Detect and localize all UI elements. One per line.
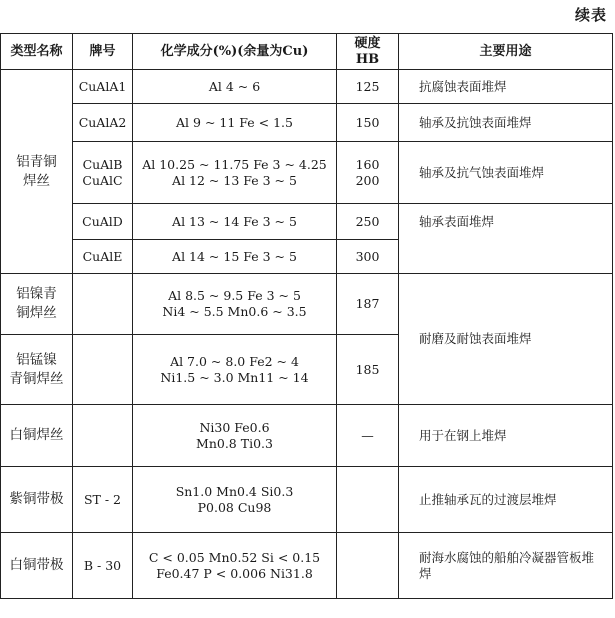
composition-line: Sn1.0 Mn0.4 Si0.3: [175, 483, 294, 499]
grade-cell: CuAlA2: [73, 104, 133, 142]
continued-label: 续表: [574, 6, 607, 24]
composition-line: Ni4 ~ 5.5 Mn0.6 ~ 3.5: [162, 304, 307, 319]
use-cell: 轴承及抗气蚀表面堆焊: [399, 142, 613, 204]
hardness-cell: 125: [337, 70, 399, 104]
hardness-cell: 187: [337, 274, 399, 335]
hardness-cell: 250: [337, 204, 399, 240]
composition-line: Al 8.5 ~ 9.5 Fe 3 ~ 5: [168, 288, 301, 303]
hardness-cell: —: [337, 405, 399, 467]
grade-cell: CuAlE: [73, 240, 133, 274]
composition-cell: [133, 467, 337, 533]
grade-cell: [73, 405, 133, 467]
composition-line: Al 12 ~ 13 Fe 3 ~ 5: [172, 172, 297, 188]
composition-line: Ni30 Fe0.6: [199, 419, 270, 435]
composition-line: P0.08 Cu98: [197, 499, 272, 515]
use-cell: 轴承表面堆焊: [399, 204, 613, 274]
type-line: 铝镍青: [16, 286, 57, 302]
grade-line: CuAlC: [82, 172, 123, 188]
header-hardness-line2: HB: [355, 51, 380, 67]
use-cell: 耐磨及耐蚀表面堆焊: [399, 274, 613, 405]
composition-cell: Al 9 ~ 11 Fe < 1.5: [133, 104, 337, 142]
table-row: [1, 405, 613, 467]
composition-line: Mn0.8 Ti0.3: [196, 435, 273, 451]
hardness-cell: 185: [337, 335, 399, 405]
hardness-line: 200: [355, 172, 380, 188]
type-line: 焊丝: [23, 172, 50, 189]
type-alni-bronze-wire: [1, 274, 73, 335]
header-row: [1, 34, 613, 70]
composition-cell: [133, 142, 337, 204]
table-row: [1, 467, 613, 533]
hardness-cell: 150: [337, 104, 399, 142]
type-line: 青铜焊丝: [9, 370, 64, 387]
type-white-copper-strip: 白铜带极: [1, 533, 73, 599]
composition-cell: Al 13 ~ 14 Fe 3 ~ 5: [133, 204, 337, 240]
hardness-cell: [337, 467, 399, 533]
grade-cell: [73, 335, 133, 405]
table-row: [1, 533, 613, 599]
composition-line: Al 7.0 ~ 8.0 Fe2 ~ 4: [170, 353, 299, 369]
composition-line: Fe0.47 P < 0.006 Ni31.8: [156, 565, 313, 581]
use-cell: 轴承及抗蚀表面堆焊: [399, 104, 613, 142]
composition-cell: [133, 335, 337, 405]
hardness-cell: 300: [337, 240, 399, 274]
grade-cell: [73, 274, 133, 335]
hardness-line: 160: [355, 156, 380, 172]
type-red-copper-strip: 紫铜带极: [1, 467, 73, 533]
hardness-cell: [337, 142, 399, 204]
grade-cell: B - 30: [73, 533, 133, 599]
grade-cell: CuAlA1: [73, 70, 133, 104]
header-hardness-line1: 硬度: [354, 35, 381, 51]
hardness-cell: [337, 533, 399, 599]
composition-cell: [133, 405, 337, 467]
header-composition: 化学成分(%)(余量为Cu): [133, 34, 337, 70]
type-white-copper-wire: 白铜焊丝: [1, 405, 73, 467]
composition-cell: [133, 274, 337, 335]
table-row: [1, 204, 613, 240]
type-line: 铜焊丝: [16, 305, 57, 321]
header-grade: 牌号: [73, 34, 133, 70]
grade-cell: [73, 142, 133, 204]
table-row: [1, 142, 613, 204]
composition-cell: Al 4 ~ 6: [133, 70, 337, 104]
type-line: 铝青铜: [16, 153, 57, 170]
table-row: [1, 104, 613, 142]
composition-cell: Al 14 ~ 15 Fe 3 ~ 5: [133, 240, 337, 274]
table-row: [1, 70, 613, 104]
header-type: 类型名称: [1, 34, 73, 70]
header-use: 主要用途: [399, 34, 613, 70]
grade-line: CuAlB: [82, 156, 123, 172]
use-cell: 耐海水腐蚀的船舶冷凝器管板堆焊: [399, 533, 613, 599]
surfacing-material-table: [0, 33, 613, 599]
use-cell: 止推轴承瓦的过渡层堆焊: [399, 467, 613, 533]
composition-cell: [133, 533, 337, 599]
header-hardness: [337, 34, 399, 70]
use-cell: 抗腐蚀表面堆焊: [399, 70, 613, 104]
grade-cell: CuAlD: [73, 204, 133, 240]
composition-line: Ni1.5 ~ 3.0 Mn11 ~ 14: [160, 369, 309, 385]
type-alu-bronze-wire: [1, 70, 73, 274]
use-cell: 用于在钢上堆焊: [399, 405, 613, 467]
type-almnni-bronze-wire: [1, 335, 73, 405]
table-row: [1, 274, 613, 335]
grade-cell: ST - 2: [73, 467, 133, 533]
type-line: 铝锰镍: [16, 351, 57, 368]
composition-line: C < 0.05 Mn0.52 Si < 0.15: [148, 549, 321, 565]
composition-line: Al 10.25 ~ 11.75 Fe 3 ~ 4.25: [142, 156, 327, 172]
